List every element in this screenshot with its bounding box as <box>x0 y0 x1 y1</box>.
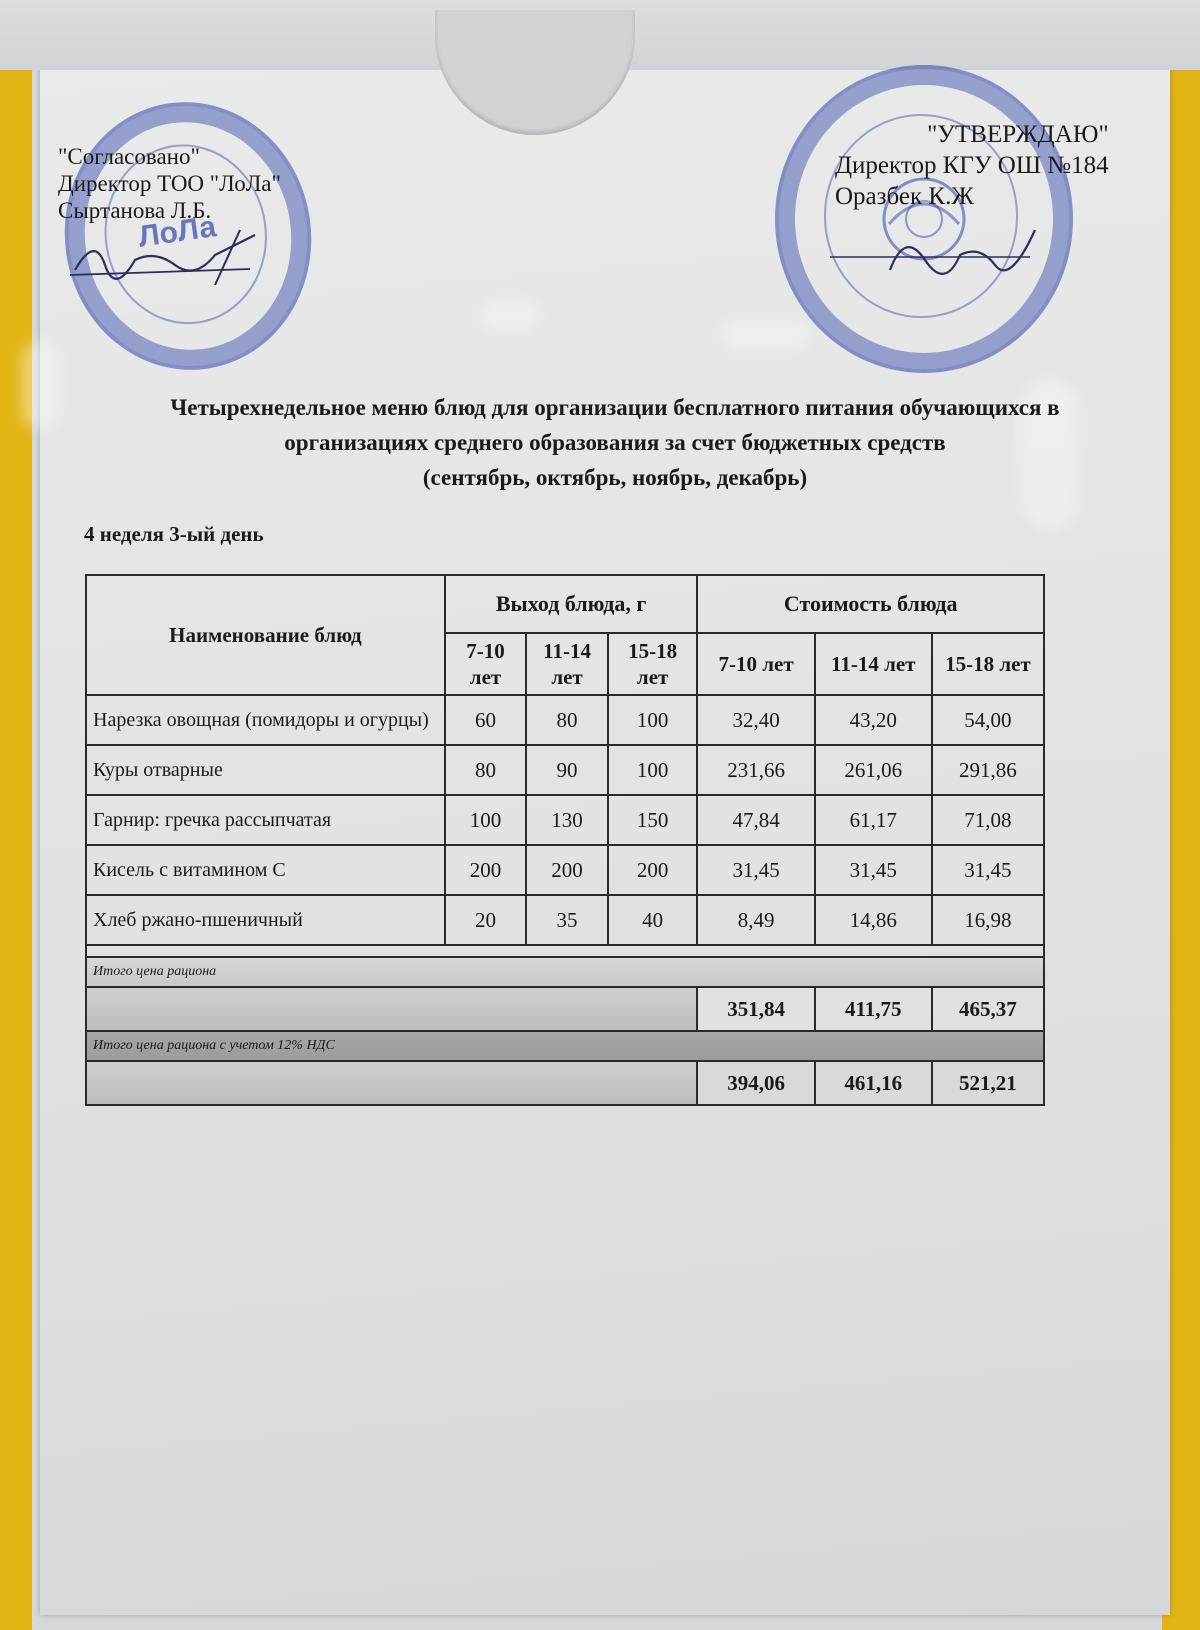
cost-cell: 31,45 <box>932 845 1044 895</box>
spacer-cell <box>86 945 1044 957</box>
title-line3: (сентябрь, октябрь, ноябрь, декабрь) <box>422 465 808 490</box>
vat-value-cell: 521,21 <box>932 1061 1044 1105</box>
cost-cell: 43,20 <box>815 695 932 745</box>
cost-cell: 231,66 <box>697 745 814 795</box>
portion-cell: 80 <box>445 745 527 795</box>
dish-name-cell: Куры отварные <box>86 745 445 795</box>
glare-reflection <box>20 340 60 430</box>
glare-reflection <box>720 320 810 350</box>
portion-cell: 150 <box>608 795 698 845</box>
total-values-row <box>86 987 1044 1031</box>
portion-cell: 90 <box>526 745 608 795</box>
table-spacer-row <box>86 945 1044 957</box>
cost-cell: 61,17 <box>815 795 932 845</box>
cost-cell: 14,86 <box>815 895 932 945</box>
approval-left-line3: Сыртанова Л.Б. <box>58 198 212 223</box>
title-line1: Четырехнедельное меню блюд для организации бесплатного питания обучающихся в <box>170 395 1060 420</box>
cost-cell: 54,00 <box>932 695 1044 745</box>
cost-cell: 47,84 <box>697 795 814 845</box>
approval-right-line3: Оразбек К.Ж <box>835 183 974 210</box>
portion-cell: 40 <box>608 895 698 945</box>
header-portion-output: Выход блюда, г <box>445 575 698 633</box>
approval-left-line2: Директор ТОО "ЛоЛа" <box>58 171 281 196</box>
dish-name-cell: Нарезка овощная (помидоры и огурцы) <box>86 695 445 745</box>
approval-right-block <box>835 119 1109 212</box>
vat-empty-cell <box>86 1061 697 1105</box>
total-label-row <box>86 957 1044 987</box>
dish-name-cell: Хлеб ржано-пшеничный <box>86 895 445 945</box>
cost-cell: 291,86 <box>932 745 1044 795</box>
approval-left-line1: "Согласовано" <box>58 144 200 169</box>
header-dish-name: Наименование блюд <box>86 575 445 695</box>
header-age-output: 11-14 лет <box>526 633 608 695</box>
header-age-output: 15-18 лет <box>608 633 698 695</box>
left-seal-text: ЛоЛа <box>136 210 219 254</box>
cost-cell: 71,08 <box>932 795 1044 845</box>
table-row <box>86 745 1044 795</box>
glare-reflection <box>480 300 540 330</box>
header-age-cost: 15-18 лет <box>932 633 1044 695</box>
cost-cell: 31,45 <box>815 845 932 895</box>
vat-value-cell: 461,16 <box>815 1061 932 1105</box>
cost-cell: 8,49 <box>697 895 814 945</box>
total-value-cell: 411,75 <box>815 987 932 1031</box>
header-age-cost: 7-10 лет <box>697 633 814 695</box>
cost-cell: 32,40 <box>697 695 814 745</box>
total-empty-cell <box>86 987 697 1031</box>
document-title <box>60 390 1170 495</box>
vat-values-row <box>86 1061 1044 1105</box>
table-row <box>86 845 1044 895</box>
cost-cell: 261,06 <box>815 745 932 795</box>
portion-cell: 60 <box>445 695 527 745</box>
week-day-label: 4 неделя 3-ый день <box>84 522 264 546</box>
cost-cell: 31,45 <box>697 845 814 895</box>
dish-name-cell: Гарнир: гречка рассыпчатая <box>86 795 445 845</box>
table-row <box>86 795 1044 845</box>
approval-right-line1: "УТВЕРЖДАЮ" <box>927 121 1109 148</box>
portion-cell: 20 <box>445 895 527 945</box>
header-dish-cost: Стоимость блюда <box>697 575 1044 633</box>
portion-cell: 35 <box>526 895 608 945</box>
portion-cell: 100 <box>608 695 698 745</box>
total-value-cell: 465,37 <box>932 987 1044 1031</box>
total-label: Итого цена рациона <box>86 957 1044 987</box>
portion-cell: 100 <box>445 795 527 845</box>
vat-value-cell: 394,06 <box>697 1061 814 1105</box>
menu-table <box>85 574 1045 1106</box>
portion-cell: 130 <box>526 795 608 845</box>
header-age-output: 7-10 лет <box>445 633 527 695</box>
title-line2: организациях среднего образования за счет бюджетных средств <box>284 430 946 455</box>
vat-label-row <box>86 1031 1044 1061</box>
vat-label: Итого цена рациона с учетом 12% НДС <box>86 1031 1044 1061</box>
portion-cell: 200 <box>445 845 527 895</box>
table-row <box>86 695 1044 745</box>
approval-left-block <box>58 143 281 224</box>
portion-cell: 100 <box>608 745 698 795</box>
portion-cell: 80 <box>526 695 608 745</box>
dish-name-cell: Кисель с витамином С <box>86 845 445 895</box>
cost-cell: 16,98 <box>932 895 1044 945</box>
right-signature <box>830 215 1040 295</box>
header-age-cost: 11-14 лет <box>815 633 932 695</box>
table-row <box>86 895 1044 945</box>
left-signature <box>65 225 265 295</box>
approval-right-line2: Директор КГУ ОШ №184 <box>835 152 1109 179</box>
total-value-cell: 351,84 <box>697 987 814 1031</box>
portion-cell: 200 <box>608 845 698 895</box>
portion-cell: 200 <box>526 845 608 895</box>
